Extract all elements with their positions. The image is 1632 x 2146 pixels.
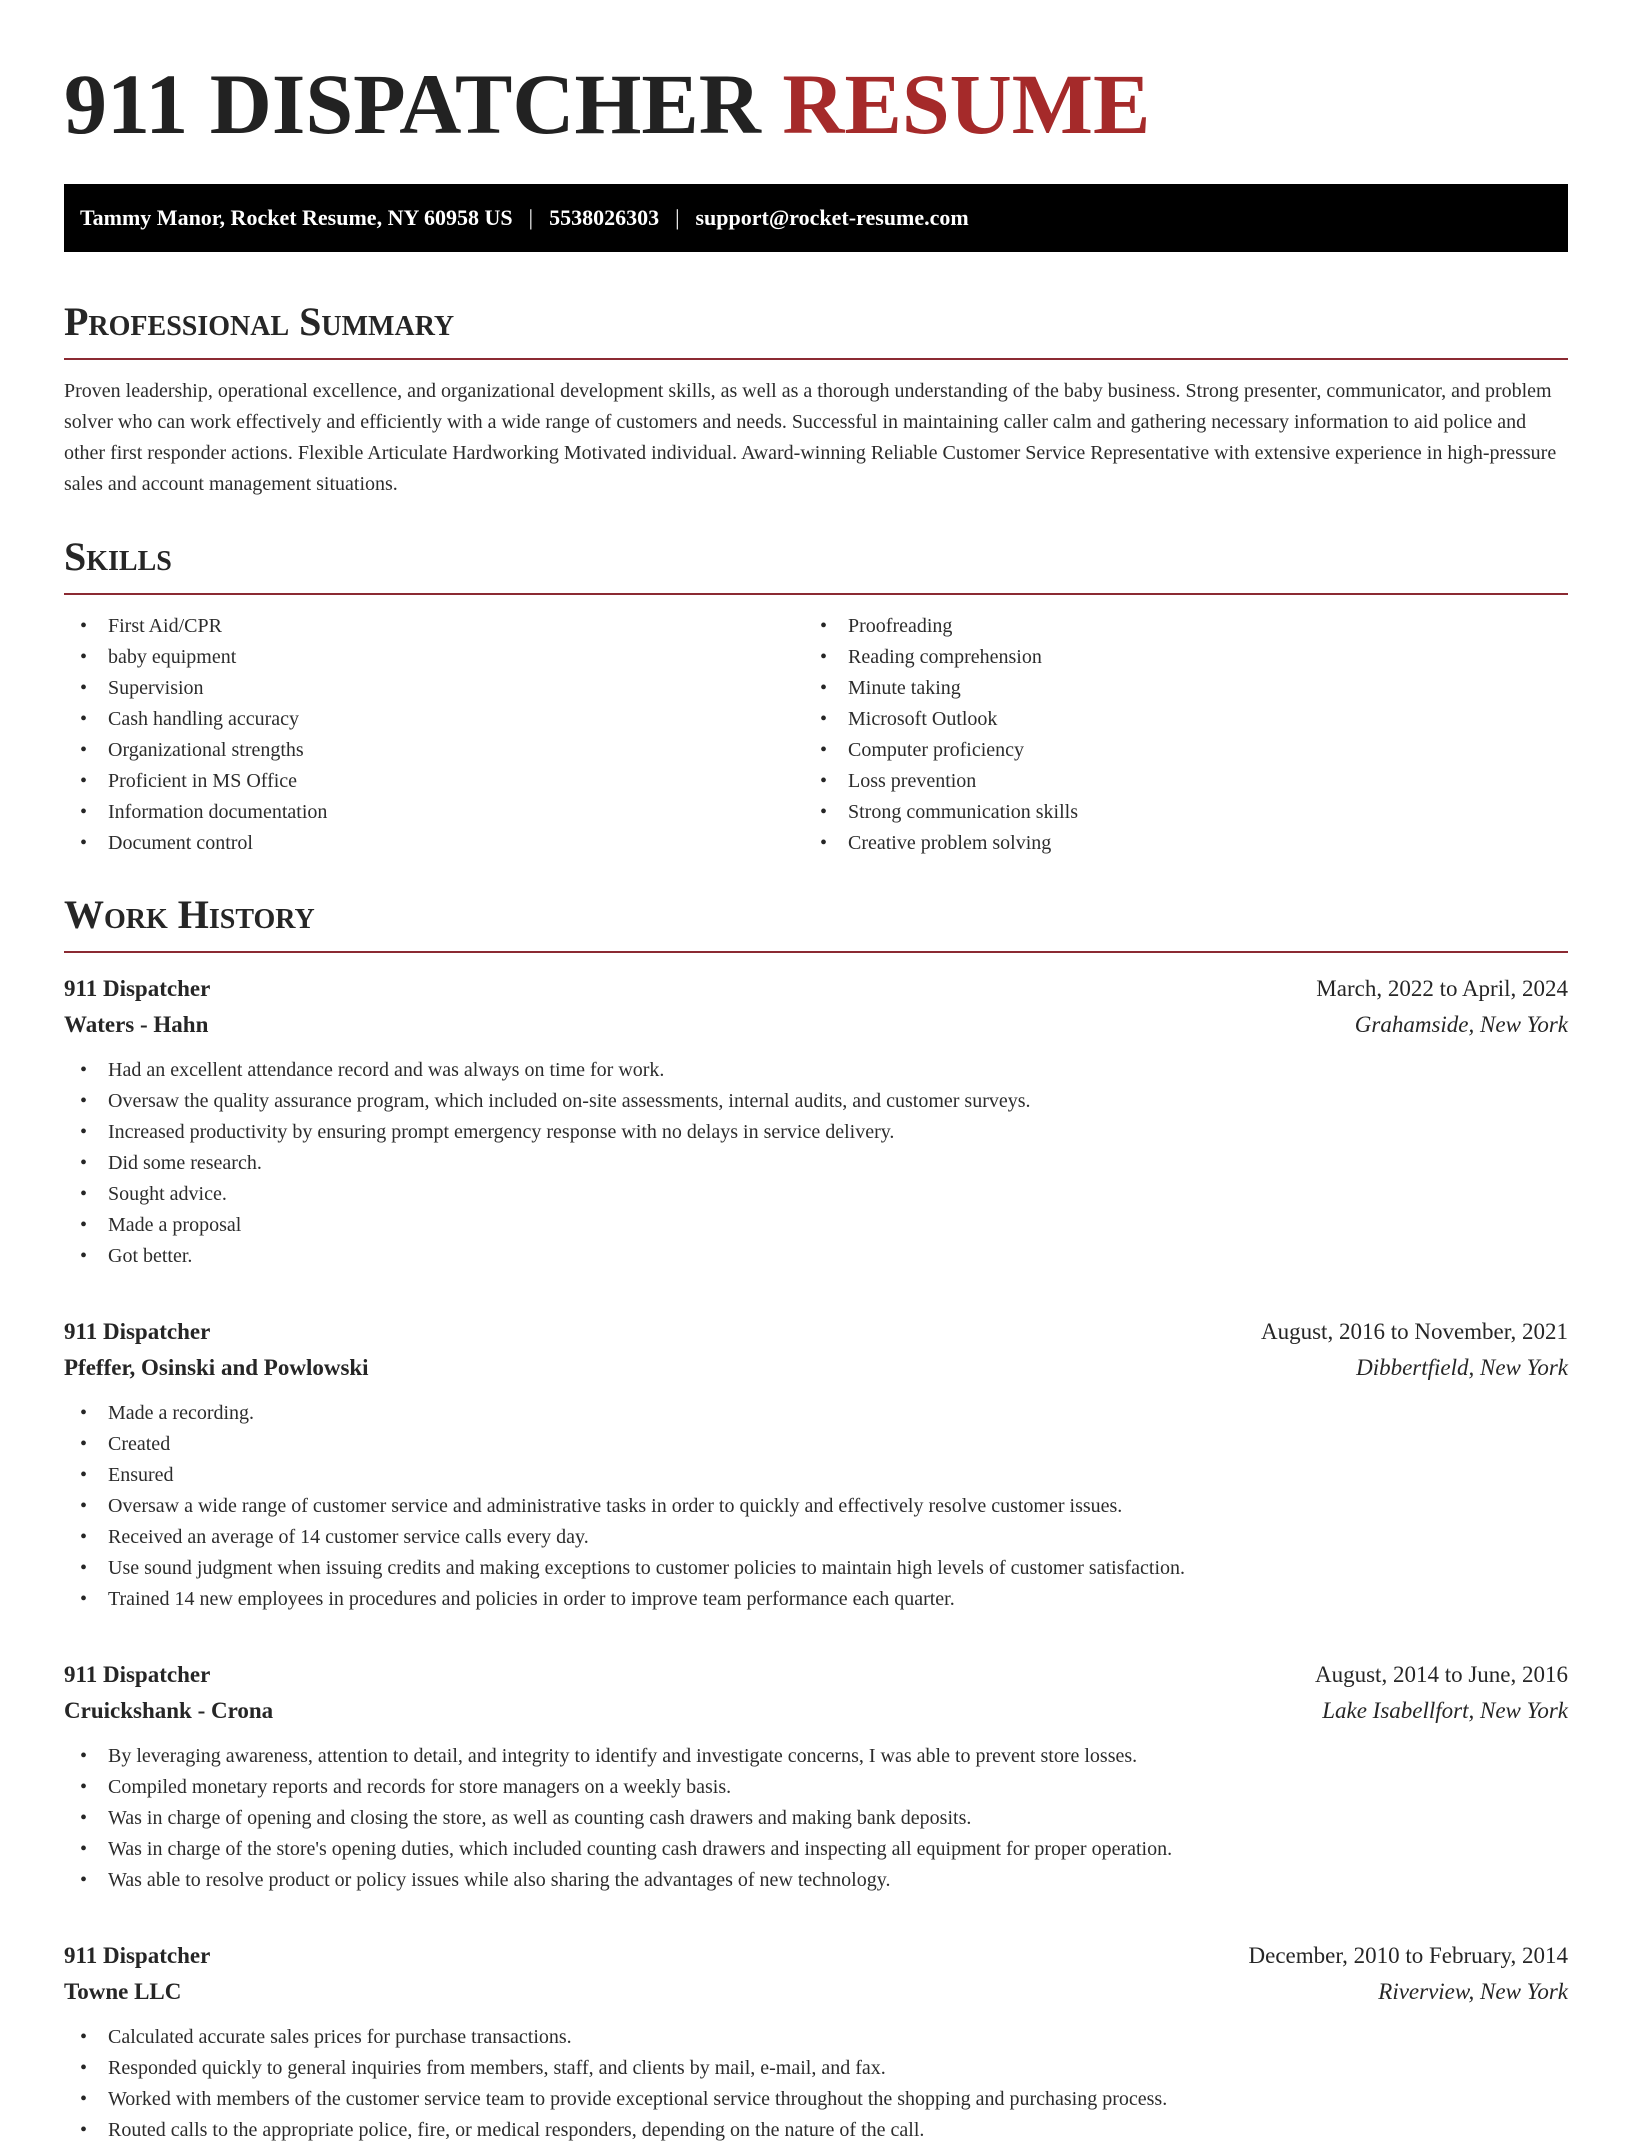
skill-item: • First Aid/CPR [64,611,804,642]
skill-item: • Strong communication skills [804,797,1544,828]
job-entry [64,1657,1568,1896]
job-duty-item: • Worked with members of the customer service team to provide exceptional service throughout the shopping and purchasing process. [64,2084,1568,2115]
job-location: Riverview, New York [1378,1979,1568,2004]
summary-text: Proven leadership, operational excellence, and organizational development skills, as well as a thorough understanding of the baby business. Strong presenter, communicator, and problem solver who can work effectively and efficiently with a wide range of customers and needs. Successful in maintaining caller calm and gathering necessary information to aid police and other first responder actions. Flexible Articulate Hardworking Motivated individual. Award-winning Reliable Customer Service Representative with extensive experience in high-pressure sales and account management situations. [64,380,1557,495]
job-header-row [64,1657,1568,1693]
contact-bar [64,184,1568,252]
job-duty-item: • Responded quickly to general inquiries from members, staff, and clients by mail, e-mail, and fax. [64,2053,1568,2084]
job-location: Grahamside, New York [1354,1012,1568,1037]
job-header-row [64,971,1568,1007]
job-dates: August, 2016 to November, 2021 [1261,1319,1568,1344]
skill-item: • Information documentation [64,797,804,828]
skill-item: • Organizational strengths [64,735,804,766]
job-duty-item: • Created [64,1429,1568,1460]
job-header-row [64,1938,1568,1974]
skills-list-right [804,611,1544,859]
skills-section [64,529,1568,859]
job-duty-item: • Compiled monetary reports and records for store managers on a weekly basis. [64,1772,1568,1803]
job-company-row [64,1974,1568,2010]
job-duty-item: • Got better. [64,1241,1568,1272]
contact-address: Tammy Manor, Rocket Resume, NY 60958 US [80,205,513,230]
job-company: Towne LLC [64,1979,182,2004]
job-entry [64,971,1568,1272]
job-list [64,971,1568,2146]
summary-heading: Professional Summary [64,299,455,344]
job-company-row [64,1007,1568,1043]
job-duty-item: • Increased productivity by ensuring prompt emergency response with no delays in service delivery. [64,1117,1568,1148]
job-dates: August, 2014 to June, 2016 [1315,1662,1568,1687]
job-entry [64,1938,1568,2146]
skill-item: • Proficient in MS Office [64,766,804,797]
job-dates: December, 2010 to February, 2014 [1248,1943,1568,1968]
job-duty-item: • Made a proposal [64,1210,1568,1241]
title-main: 911 DISPATCHER [64,56,761,152]
job-title: 911 Dispatcher [64,1943,211,1968]
skill-item: • Cash handling accuracy [64,704,804,735]
job-duty-item: • Ensured [64,1460,1568,1491]
job-duty-item: • Received an average of 14 customer service calls every day. [64,1522,1568,1553]
contact-phone[interactable]: 5538026303 [549,205,660,230]
job-duty-item: • Use sound judgment when issuing credits and making exceptions to customer policies to maintain high levels of customer satisfaction. [64,1553,1568,1584]
job-duty-item: • Routed calls to the appropriate police, fire, or medical responders, depending on the nature of the call. [64,2115,1568,2146]
job-company: Waters - Hahn [64,1012,209,1037]
job-duty-item: • Had an excellent attendance record and was always on time for work. [64,1055,1568,1086]
skill-item: • Proofreading [804,611,1544,642]
skill-item: • Minute taking [804,673,1544,704]
job-duty-item: • Did some research. [64,1148,1568,1179]
job-header-row [64,1314,1568,1350]
job-duty-item: • Made a recording. [64,1398,1568,1429]
contact-separator: | [675,205,680,230]
job-duties-list [64,2022,1568,2146]
job-duties-list [64,1055,1568,1272]
job-company: Cruickshank - Crona [64,1698,274,1723]
job-title: 911 Dispatcher [64,1319,211,1344]
skill-item: • Supervision [64,673,804,704]
job-duty-item: • Trained 14 new employees in procedures and policies in order to improve team performance each quarter. [64,1584,1568,1615]
skill-item: • Loss prevention [804,766,1544,797]
job-entry [64,1314,1568,1615]
job-location: Dibbertfield, New York [1356,1355,1568,1380]
skill-item: • Reading comprehension [804,642,1544,673]
skill-item: • baby equipment [64,642,804,673]
skill-item: • Document control [64,828,804,859]
section-divider [64,593,1568,595]
section-divider [64,951,1568,953]
job-duty-item: • Was in charge of the store's opening duties, which included counting cash drawers and inspecting all equipment for proper operation. [64,1834,1568,1865]
job-duties-list [64,1398,1568,1615]
job-duty-item: • Calculated accurate sales prices for purchase transactions. [64,2022,1568,2053]
job-duties-list [64,1741,1568,1896]
work-history-heading: Work History [64,892,315,937]
contact-email[interactable]: support@rocket-resume.com [695,205,969,230]
skills-list-left [64,611,804,859]
section-divider [64,358,1568,360]
job-title: 911 Dispatcher [64,1662,211,1687]
job-company-row [64,1693,1568,1729]
title-accent: RESUME [782,56,1151,152]
work-history-section [64,887,1568,2146]
skills-columns [64,611,1568,859]
job-duty-item: • Was in charge of opening and closing the store, as well as counting cash drawers and making bank deposits. [64,1803,1568,1834]
job-dates: March, 2022 to April, 2024 [1316,976,1568,1001]
job-company-row [64,1350,1568,1386]
resume-title [64,48,1568,160]
skill-item: • Microsoft Outlook [804,704,1544,735]
job-company: Pfeffer, Osinski and Powlowski [64,1355,369,1380]
contact-separator: | [528,205,534,230]
job-title: 911 Dispatcher [64,976,211,1001]
job-duty-item: • Was able to resolve product or policy issues while also sharing the advantages of new technology. [64,1865,1568,1896]
skill-item: • Creative problem solving [804,828,1544,859]
job-duty-item: • Oversaw the quality assurance program, which included on-site assessments, internal audits, and customer surveys. [64,1086,1568,1117]
job-location: Lake Isabellfort, New York [1322,1698,1568,1723]
summary-section [64,294,1568,500]
skills-heading: Skills [64,534,172,579]
skill-item: • Computer proficiency [804,735,1544,766]
job-duty-item: • By leveraging awareness, attention to detail, and integrity to identify and investigate concerns, I was able to prevent store losses. [64,1741,1568,1772]
job-duty-item: • Oversaw a wide range of customer service and administrative tasks in order to quickly and effectively resolve customer issues. [64,1491,1568,1522]
job-duty-item: • Sought advice. [64,1179,1568,1210]
